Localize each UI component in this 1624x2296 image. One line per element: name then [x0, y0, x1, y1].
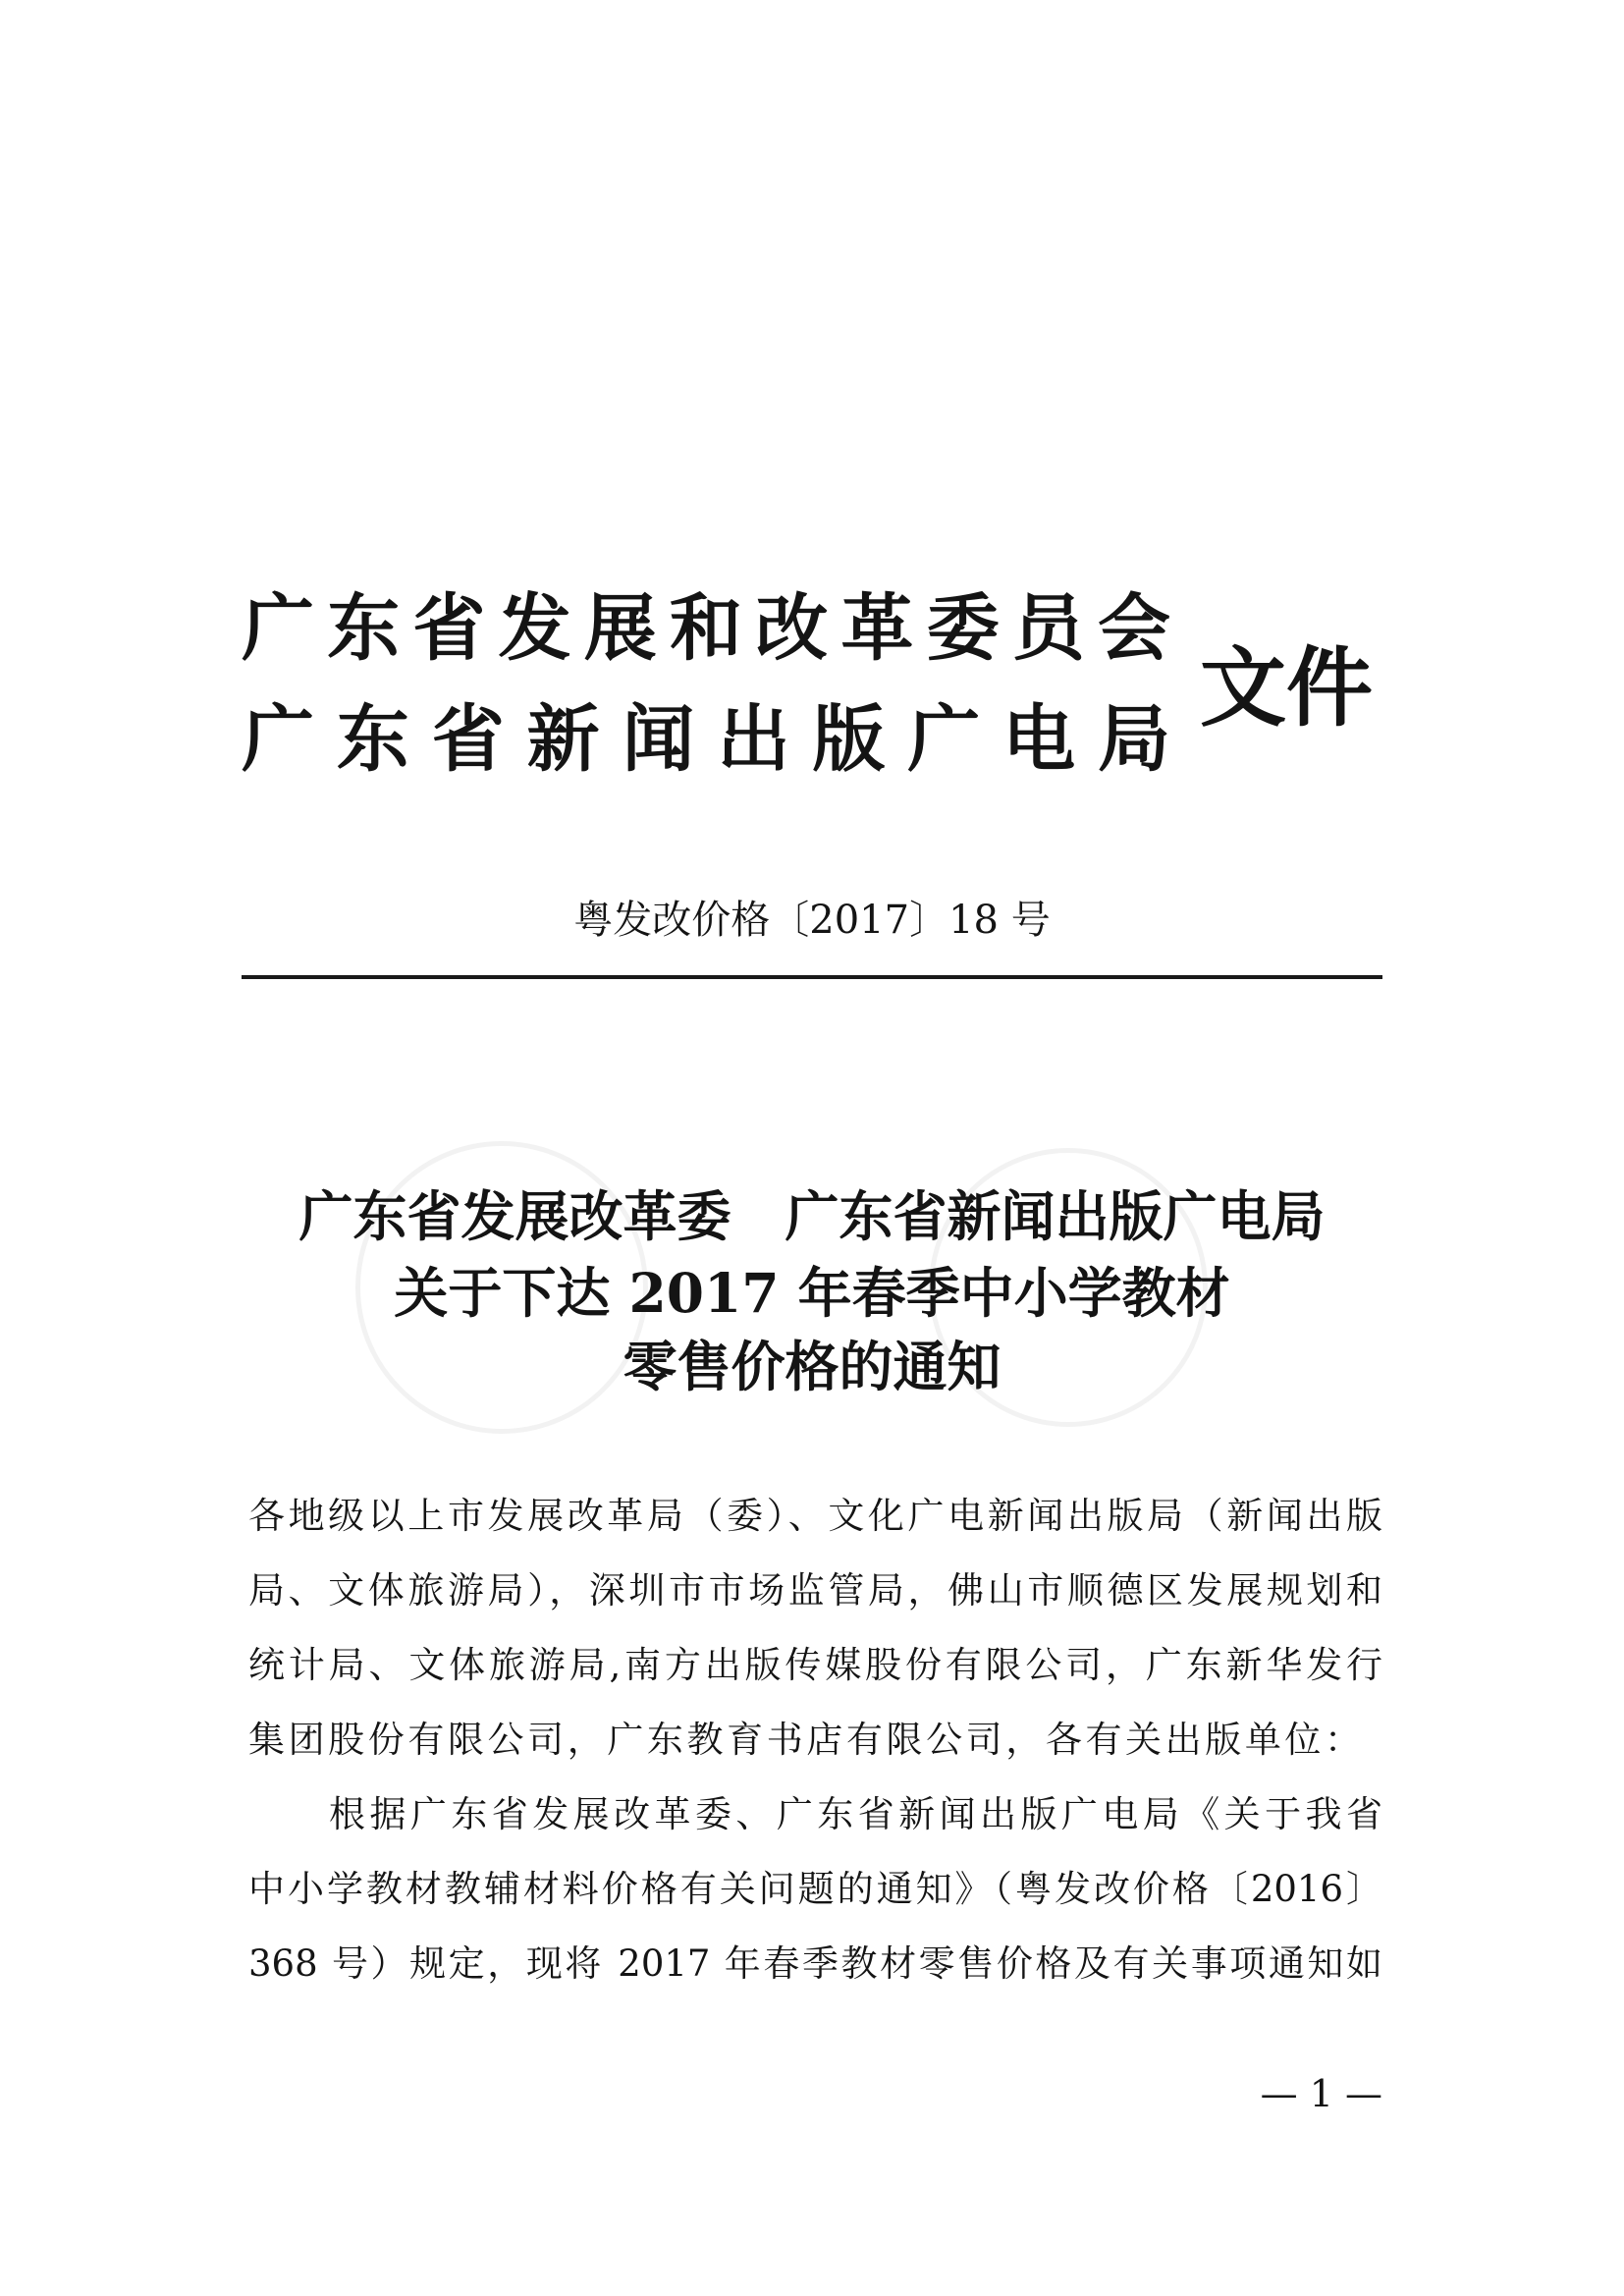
notice-title-line-2: 关于下达 2017 年春季中小学教材: [394, 1261, 1230, 1325]
body-line-addressees-3: 统计局、文体旅游局,南方出版传媒股份有限公司，广东新华发行: [248, 1644, 1382, 1686]
body-line-addressees-2: 局、文体旅游局），深圳市市场监管局，佛山市顺德区发展规划和: [248, 1569, 1382, 1612]
body-line-addressees-4: 集团股份有限公司，广东教育书店有限公司，各有关出版单位：: [248, 1719, 1361, 1761]
notice-title-line-1: 广东省发展改革委 广东省新闻出版广电局: [298, 1184, 1326, 1248]
doc-type-label: 文件: [1200, 636, 1374, 738]
issuer-line-1: 广东省发展和改革委员会: [242, 586, 1170, 671]
document-number: 粤发改价格〔2017〕18 号: [573, 898, 1051, 943]
body-line-paragraph-1: 根据广东省发展改革委、广东省新闻出版广电局《关于我省: [329, 1793, 1382, 1835]
body-line-addressees-1: 各地级以上市发展改革局（委）、文化广电新闻出版局（新闻出版: [248, 1495, 1382, 1537]
header-divider: [242, 975, 1382, 979]
page-number: — 1 —: [1260, 2072, 1382, 2115]
body-line-paragraph-3: 368 号）规定，现将 2017 年春季教材零售价格及有关事项通知如: [248, 1942, 1382, 1985]
notice-title-line-3: 零售价格的通知: [623, 1335, 1001, 1398]
body-line-paragraph-2: 中小学教材教辅材料价格有关问题的通知》（粤发改价格〔2016〕: [248, 1868, 1382, 1910]
issuer-line-2: 广东省新闻出版广电局: [242, 697, 1170, 782]
